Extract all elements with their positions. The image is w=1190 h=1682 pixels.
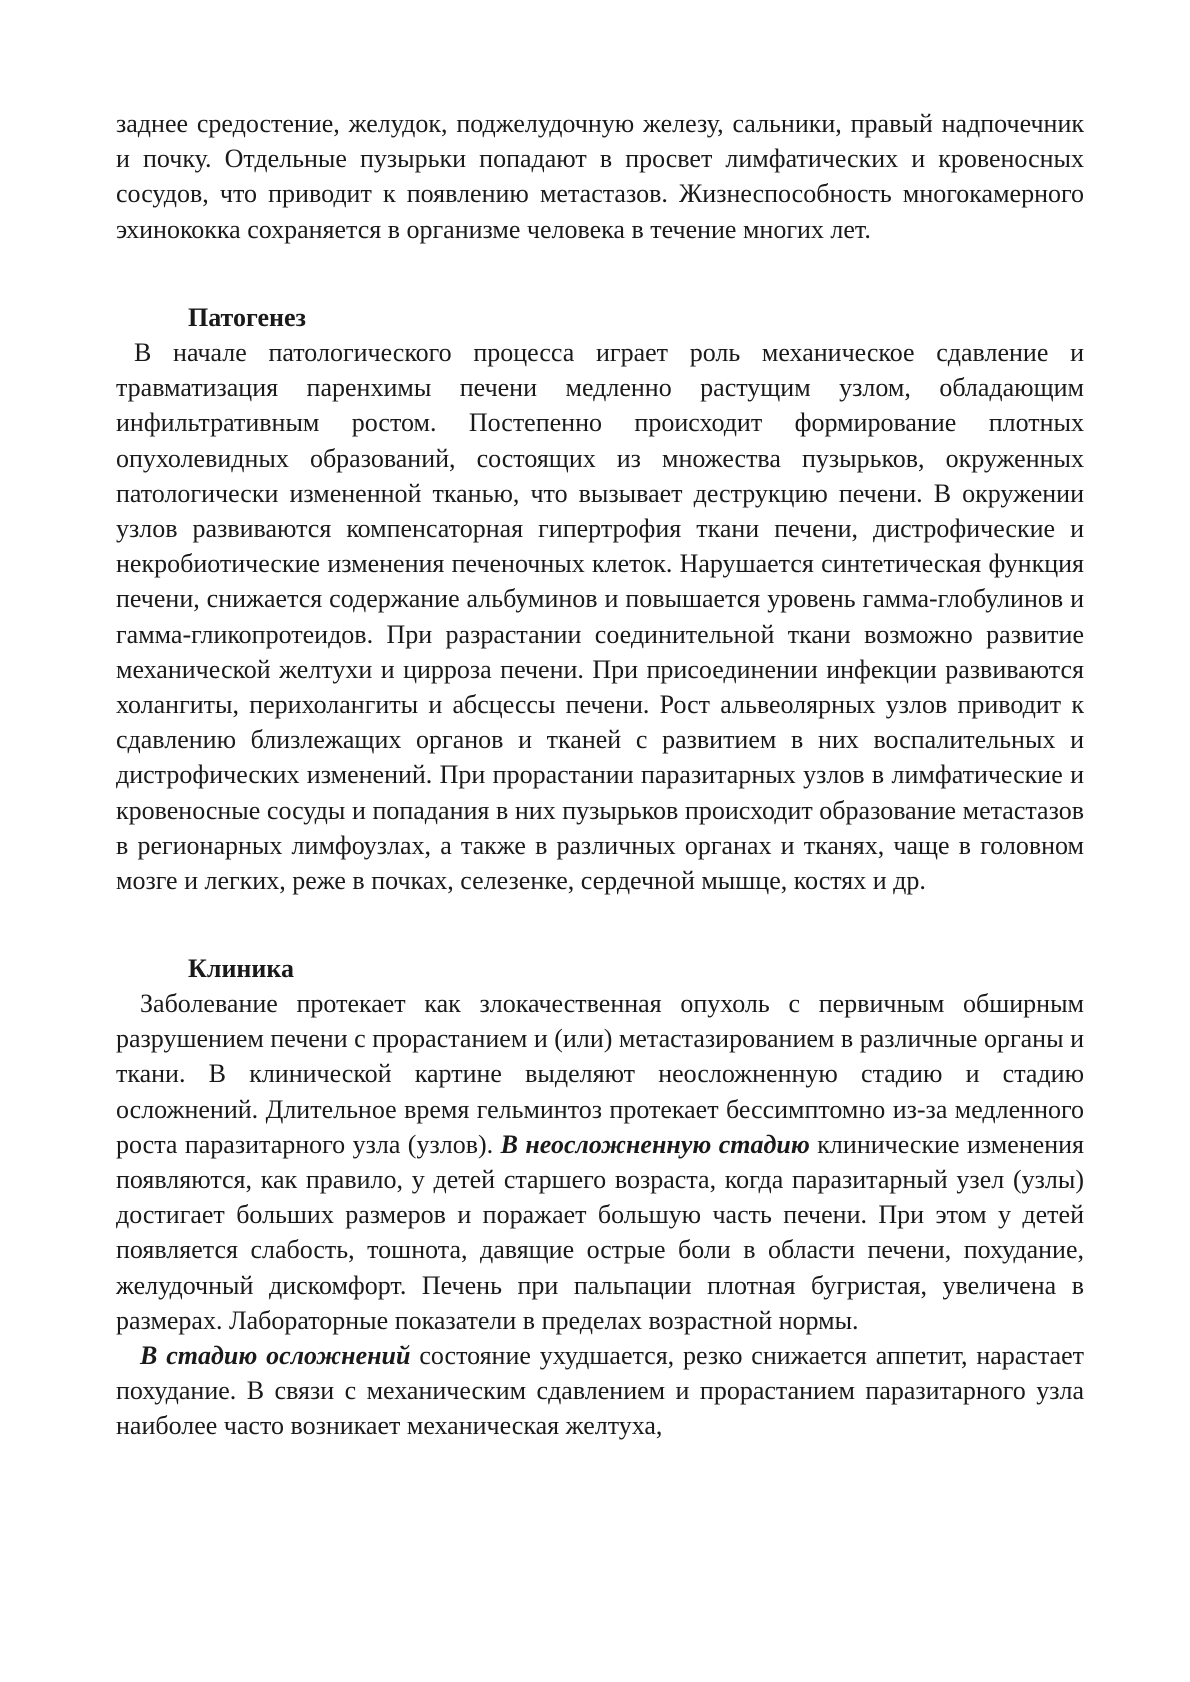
pathogenesis-heading: Патогенез [188, 303, 306, 332]
intro-section [116, 106, 1084, 247]
clinic-paragraph-2 [116, 1338, 1084, 1444]
clinic-p1-text-b: клинические изменения появляются, как правило, у детей старшего возраста, когда паразитарный узел (узлы) достигает больших размеров и поражает большую часть печени. При этом у детей появляется слабость, тошнота, давящие острые боли в области печени, похудание, желудочный дискомфорт. Печень при пальпации плотная бугристая, увеличена в размерах. Лабораторные показатели в пределах возрастной нормы. [116, 1129, 1085, 1335]
clinic-heading: Клиника [188, 954, 294, 983]
clinic-p1-text-a: Заболевание протекает как злокачественная опухоль с первичным обширным разрушением печени с прорастанием и (или) метастазированием в различные органы и ткани. В клинической картине выделяют неосложненную стадию и стадию осложнений. Длительное время гельминтоз протекает бессимптомно из-за медленного роста паразитарного узла (узлов). [116, 989, 1084, 1159]
pathogenesis-paragraph: В начале патологического процесса играет роль механическое сдавление и травматизация паренхимы печени медленно растущим узлом, обладающим инфильтративным ростом. Постепенно происходит формирование плотных опухолевидных образований, состоящих из множества пузырьков, окруженных патологически измененной тканью, что вызывает деструкцию печени. В окружении узлов развиваются компенсаторная гипертрофия ткани печени, дистрофические и некробиотические изменения печеночных клеток. Нарушается синтетическая функция печени, снижается содержание альбуминов и повышается уровень гамма-глобулинов и гамма-гликопротеидов. При разрастании соединительной ткани возможно развитие механической желтухи и цирроза печени. При присоединении инфекции развиваются холангиты, перихолангиты и абсцессы печени. Рост альвеолярных узлов приводит к сдавлению близлежащих органов и тканей с развитием в них воспалительных и дистрофических изменений. При прорастании паразитарных узлов в лимфатические и кровеносные сосуды и попадания в них пузырьков происходит образование метастазов в регионарных лимфоузлах, а также в различных органах и тканях, чаще в головном мозге и легких, реже в почках, селезенке, сердечной мышце, костях и др. [116, 338, 1084, 896]
clinic-section [116, 986, 1084, 1444]
intro-paragraph: заднее средостение, желудок, поджелудочную железу, сальники, правый надпочечник и почку. Отдельные пузырьки попадают в просвет лимфатических и кровеносных сосудов, что приводит к появлению метастазов. Жизнеспособность многокамерного эхинококка сохраняется в организме человека в течение многих лет. [116, 109, 1084, 244]
clinic-p2-emphasis: В стадию осложнений [140, 1341, 411, 1371]
clinic-p1-emphasis: В неосложненную стадию [500, 1129, 810, 1159]
clinic-p2-text: состояние ухудшается, резко снижается аппетит, нарастает похудание. В связи с механическим сдавлением и прорастанием паразитарного узла наиболее часто возникает механическая желтуха, [116, 1341, 1085, 1441]
clinic-paragraph-1 [116, 986, 1084, 1338]
pathogenesis-section [116, 335, 1084, 898]
